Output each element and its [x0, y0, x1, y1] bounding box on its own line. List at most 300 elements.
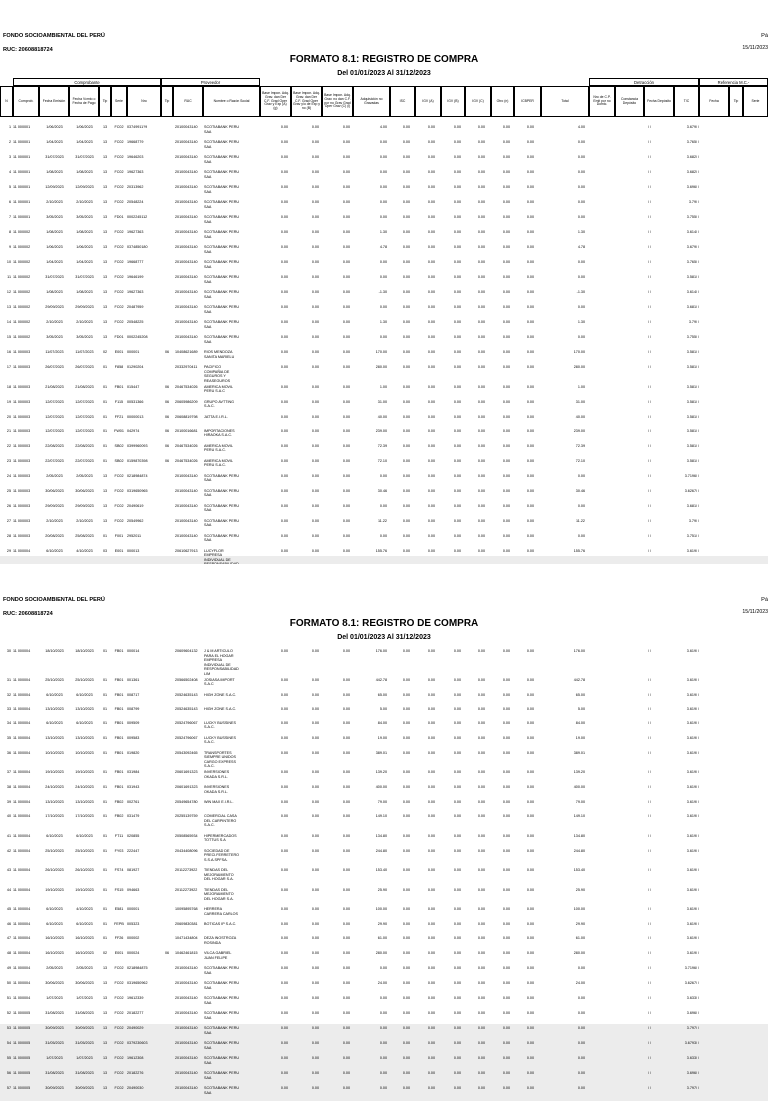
cell-ruc: 20467534026 [175, 384, 198, 389]
cell-ruc: 20609830381 [175, 922, 198, 926]
cell-serie: FB01 [114, 720, 124, 725]
cell-isc: 0.00 [402, 245, 410, 249]
cell-igv-b: 0.00 [453, 245, 461, 249]
cell-igv-c: 0.00 [477, 503, 485, 508]
cell-fecha-deposito: / / [648, 907, 652, 911]
cell-tc: 3.679 [686, 125, 696, 129]
cell-otro: 0.00 [502, 1086, 510, 1090]
cell-fecha-emision: 25/10/2023 [45, 848, 64, 853]
cell-no-gravadas: 19.00 [377, 735, 387, 740]
cell-igv-b: 0.00 [453, 1026, 461, 1030]
cell-icbper: 0.00 [526, 887, 534, 892]
cell-ruc: 20100043140 [175, 518, 198, 523]
table-row [0, 751, 768, 771]
cell-icbper: 0.00 [526, 185, 534, 189]
cell-n: 33 [6, 706, 11, 711]
cell-base1: 0.00 [280, 1056, 288, 1060]
table-row [0, 996, 768, 1011]
cell-base1: 0.00 [280, 1026, 288, 1030]
cell-fecha-emision: 16/10/2023 [45, 951, 64, 955]
cell-razon-social: SCOTIABANK PERU SAA [204, 155, 240, 164]
cell-ruc: 20100043140 [175, 1011, 198, 1015]
cell-serie: FC02 [114, 996, 124, 1000]
cell-tc: 3.682 [686, 155, 696, 159]
cell-tip: 01 [102, 458, 108, 463]
cell-isc: 0.00 [402, 706, 410, 711]
cell-fecha-emision: 16/10/2023 [45, 936, 64, 940]
cell-comprob: 11 000004 [13, 770, 31, 774]
cell-base1: 0.00 [280, 996, 288, 1000]
cell-nro: 001361 [127, 677, 140, 682]
cell-isc: 0.00 [402, 335, 410, 339]
cell-igv-b: 0.00 [453, 533, 461, 538]
cell-no-gravadas: 11.22 [378, 518, 387, 523]
cell-otro: 0.00 [502, 503, 510, 508]
cell-razon-social: AMERICA MOVIL PERU S.A.C. [204, 458, 233, 467]
cell-base2: 0.00 [311, 170, 319, 174]
cell-no-gravadas: 134.80 [375, 833, 387, 838]
cell-total: 0.00 [577, 1026, 585, 1030]
cell-n: 6 [8, 200, 11, 204]
cell-igv-b: 0.00 [453, 800, 461, 804]
cell-no-gravadas: 0.00 [379, 1071, 387, 1075]
cell-otro: 0.00 [502, 200, 510, 204]
cell-tc: 3.581 [686, 399, 696, 404]
cell-fecha-venc: 29/09/2023 [75, 305, 94, 309]
cell-tc: 3.619 [686, 770, 696, 774]
cell-igv-c: 0.00 [477, 1086, 485, 1090]
cell-comprob: 11 000001 [13, 170, 31, 174]
cell-base3: 0.00 [342, 981, 350, 985]
cell-igv-b: 0.00 [453, 951, 461, 955]
cell-fecha-venc: 6/10/2023 [76, 922, 93, 926]
cell-razon-social: SCOTIABANK PERU SAA [204, 518, 240, 527]
table-row [0, 335, 768, 350]
cell-nro: 094663 [127, 887, 140, 892]
table-row [0, 200, 768, 215]
cell-nro: 0399960093 [127, 443, 148, 448]
cell-base2: 0.00 [311, 1011, 319, 1015]
cell-fecha-deposito: / / [648, 706, 652, 711]
cell-base1: 0.00 [280, 887, 288, 892]
cell-ruc: 20549654780 [175, 800, 198, 804]
cell-base3: 0.00 [342, 320, 350, 324]
cell-no-gravadas: 30.46 [377, 488, 387, 493]
cell-prov-tip: 06 [164, 350, 170, 354]
cell-fecha-venc: 12/07/2023 [75, 428, 94, 433]
cell-igv-a: 0.00 [427, 833, 435, 838]
cell-icbper: 0.00 [526, 848, 534, 853]
cell-razon-social: AMERICA MOVIL PERU S.A.C [204, 384, 233, 393]
cell-igv-a: 0.00 [427, 290, 435, 294]
cell-fecha-deposito: / / [648, 868, 652, 872]
cell-tc: 3.619 [686, 649, 696, 653]
cell-ruc: 20112273922 [175, 887, 198, 892]
cell-razon-social: WIN MAX E.I.R.L. [204, 800, 234, 804]
cell-no-gravadas: -1.30 [378, 290, 387, 294]
cell-fecha-emision: 26/07/2023 [45, 365, 64, 369]
cell-comprob: 11 000003 [13, 503, 31, 508]
cell-total: 280.00 [573, 951, 585, 955]
cell-base3: 0.00 [342, 785, 350, 789]
cell-base3: 0.00 [342, 260, 350, 264]
cell-razon-social: SCOTIABANK PERU SAA [204, 488, 240, 497]
cell-base1: 0.00 [280, 966, 288, 970]
cell-igv-b: 0.00 [453, 735, 461, 740]
cell-ref-fecha: / / [696, 350, 700, 354]
cell-prov-tip: 06 [164, 384, 170, 389]
cell-tip: 13 [102, 245, 108, 249]
cell-icbper: 0.00 [526, 833, 534, 838]
cell-otro: 0.00 [502, 907, 510, 911]
cell-total: 65.00 [575, 692, 585, 697]
cell-nro: 0002245208 [127, 335, 148, 339]
cell-ruc: 20467534026 [175, 443, 198, 448]
cell-isc: 0.00 [402, 1071, 410, 1075]
cell-otro: 0.00 [502, 1041, 510, 1045]
cell-total: 170.00 [573, 350, 585, 354]
cell-base1: 0.00 [280, 230, 288, 234]
cell-igv-c: 0.00 [477, 735, 485, 740]
cell-tip: 01 [102, 887, 108, 892]
cell-igv-b: 0.00 [453, 503, 461, 508]
cell-igv-a: 0.00 [427, 887, 435, 892]
cell-ref-fecha: / / [696, 414, 700, 419]
cell-ref-fecha: / / [696, 185, 700, 189]
cell-base1: 0.00 [280, 155, 288, 159]
cell-tip: 01 [102, 800, 108, 804]
cell-icbper: 0.00 [526, 384, 534, 389]
cell-igv-c: 0.00 [477, 887, 485, 892]
cell-fecha-deposito: / / [648, 230, 652, 234]
cell-base3: 0.00 [342, 1041, 350, 1045]
cell-otro: 0.00 [502, 692, 510, 697]
cell-razon-social: SCOTIABANK PERU SAA [204, 996, 240, 1005]
cell-base2: 0.00 [311, 458, 319, 463]
cell-igv-a: 0.00 [427, 170, 435, 174]
cell-base3: 0.00 [342, 458, 350, 463]
cell-base3: 0.00 [342, 1056, 350, 1060]
cell-igv-c: 0.00 [477, 275, 485, 279]
cell-otro: 0.00 [502, 1011, 510, 1015]
print-date: 15/11/2023 [742, 45, 768, 51]
cell-base1: 0.00 [280, 350, 288, 354]
cell-base2: 0.00 [311, 414, 319, 419]
cell-nro: 081927 [127, 868, 140, 872]
cell-icbper: 0.00 [526, 414, 534, 419]
cell-icbper: 0.00 [526, 335, 534, 339]
cell-no-gravadas: 0.00 [379, 996, 387, 1000]
cell-n: 1 [8, 125, 11, 129]
cell-ruc: 20100043140 [175, 245, 198, 249]
cell-isc: 0.00 [402, 215, 410, 219]
cell-tip: 13 [102, 473, 108, 478]
cell-nro: 0159870398 [127, 458, 148, 463]
cell-isc: 0.00 [402, 473, 410, 478]
cell-serie: FB01 [114, 706, 124, 711]
cell-comprob: 11 000003 [13, 518, 31, 523]
cell-ref-fecha: / / [696, 518, 700, 523]
cell-base1: 0.00 [280, 706, 288, 711]
cell-serie: FC02 [114, 125, 124, 129]
cell-base2: 0.00 [311, 706, 319, 711]
cell-n: 40 [6, 814, 11, 818]
header-group-proveedor: Proveedor [161, 78, 260, 86]
cell-total: 0.00 [577, 305, 585, 309]
cell-otro: 0.00 [502, 922, 510, 926]
header-col-otro: Otro (n) [491, 86, 514, 117]
cell-razon-social: SCOTIABANK PERU SAA [204, 140, 240, 149]
cell-n: 13 [6, 305, 11, 309]
cell-fecha-emision: 6/10/2023 [46, 720, 63, 725]
cell-no-gravadas: 1.30 [379, 230, 387, 234]
cell-ruc: 20100043140 [175, 140, 198, 144]
cell-total: 0.00 [577, 185, 585, 189]
cell-fecha-emision: 1/04/2023 [46, 260, 63, 264]
cell-otro: 0.00 [502, 260, 510, 264]
cell-fecha-emision: 25/10/2023 [45, 677, 64, 682]
cell-fecha-venc: 16/10/2023 [75, 951, 94, 955]
report-period: Del 01/01/2023 Al 31/12/2023 [337, 70, 431, 77]
cell-fecha-deposito: / / [648, 335, 652, 339]
cell-serie: FD01 [114, 215, 124, 219]
cell-igv-b: 0.00 [453, 814, 461, 818]
cell-base2: 0.00 [311, 215, 319, 219]
cell-igv-b: 0.00 [453, 1071, 461, 1075]
cell-base1: 0.00 [280, 677, 288, 682]
cell-n: 28 [6, 533, 11, 538]
cell-no-gravadas: 155.76 [375, 548, 387, 553]
cell-base1: 0.00 [280, 1071, 288, 1075]
cell-base2: 0.00 [311, 488, 319, 493]
cell-otro: 0.00 [502, 384, 510, 389]
cell-n: 46 [6, 922, 11, 926]
cell-nro: 031479 [127, 814, 140, 818]
cell-tip: 01 [102, 735, 108, 740]
cell-comprob: 11 000005 [13, 1056, 31, 1060]
cell-total: 0.00 [577, 996, 585, 1000]
cell-n: 9 [8, 245, 11, 249]
cell-igv-c: 0.00 [477, 335, 485, 339]
cell-razon-social: LUCKY BUSSINES S.A.C. [204, 720, 236, 729]
cell-ref-fecha: / / [696, 473, 700, 478]
cell-total: 0.00 [577, 473, 585, 478]
cell-base2: 0.00 [311, 750, 319, 755]
cell-base1: 0.00 [280, 907, 288, 911]
cell-fecha-emision: 2/05/2023 [46, 966, 63, 970]
cell-fecha-venc: 4/10/2023 [76, 548, 93, 553]
page-label: Pá [761, 33, 768, 39]
cell-ruc: 20332970411 [175, 365, 198, 369]
cell-base1: 0.00 [280, 868, 288, 872]
cell-isc: 0.00 [402, 868, 410, 872]
cell-isc: 0.00 [402, 503, 410, 508]
cell-tip: 01 [102, 365, 108, 369]
cell-serie: E581 [114, 907, 124, 911]
cell-serie: FC02 [114, 275, 124, 279]
cell-fecha-deposito: / / [648, 488, 652, 493]
cell-igv-a: 0.00 [427, 868, 435, 872]
cell-serie: FC02 [114, 503, 124, 508]
header-col-serie: Serie [111, 86, 127, 117]
cell-serie: FC02 [114, 1086, 124, 1090]
cell-total: 61.00 [575, 936, 585, 940]
cell-no-gravadas: 170.00 [375, 350, 387, 354]
cell-base3: 0.00 [342, 384, 350, 389]
cell-fecha-deposito: / / [648, 981, 652, 985]
cell-ruc: 20434408096 [175, 848, 198, 853]
cell-tip: 01 [102, 785, 108, 789]
cell-otro: 0.00 [502, 290, 510, 294]
cell-icbper: 0.00 [526, 922, 534, 926]
cell-base2: 0.00 [311, 649, 319, 653]
cell-fecha-emision: 18/10/2023 [45, 649, 64, 653]
table-row [0, 834, 768, 849]
cell-comprob: 11 000002 [13, 290, 31, 294]
cell-fecha-venc: 12/09/2023 [75, 185, 94, 189]
cell-icbper: 0.00 [526, 215, 534, 219]
cell-serie: FC02 [114, 305, 124, 309]
cell-icbper: 0.00 [526, 518, 534, 523]
cell-fecha-deposito: / / [648, 245, 652, 249]
table-row [0, 474, 768, 489]
cell-tc: 3.619 [686, 720, 696, 725]
cell-base1: 0.00 [280, 260, 288, 264]
cell-razon-social: INVERSIONES OKADA S.R.L. [204, 770, 230, 779]
cell-comprob: 11 000004 [13, 966, 31, 970]
cell-isc: 0.00 [402, 399, 410, 404]
cell-base3: 0.00 [342, 907, 350, 911]
table-row [0, 489, 768, 504]
cell-igv-a: 0.00 [427, 907, 435, 911]
table-row [0, 275, 768, 290]
cell-n: 15 [6, 335, 11, 339]
cell-tc: 3.797 [686, 1086, 696, 1090]
cell-base2: 0.00 [311, 155, 319, 159]
cell-fecha-deposito: / / [648, 155, 652, 159]
cell-nro: 00531366 [127, 399, 144, 404]
cell-igv-c: 0.00 [477, 966, 485, 970]
cell-ref-fecha: / / [696, 887, 700, 892]
cell-fecha-venc: 10/10/2023 [75, 750, 94, 755]
cell-fecha-emision: 6/10/2023 [46, 922, 63, 926]
cell-igv-b: 0.00 [453, 275, 461, 279]
cell-comprob: 11 000005 [13, 1086, 31, 1090]
cell-igv-b: 0.00 [453, 785, 461, 789]
cell-comprob: 11 000003 [13, 350, 31, 354]
cell-tip: 13 [102, 518, 108, 523]
cell-base3: 0.00 [342, 936, 350, 940]
cell-tip: 13 [102, 1026, 108, 1030]
cell-otro: 0.00 [502, 414, 510, 419]
cell-igv-b: 0.00 [453, 320, 461, 324]
cell-total: 0.00 [577, 1041, 585, 1045]
cell-fecha-emision: 31/07/2023 [45, 155, 64, 159]
cell-razon-social: LUCYFLOR EMPRESA INDIVIDUAL DE [204, 548, 231, 562]
cell-n: 22 [6, 443, 11, 448]
cell-icbper: 0.00 [526, 443, 534, 448]
cell-igv-c: 0.00 [477, 907, 485, 911]
cell-comprob: 11 000005 [13, 1011, 31, 1015]
cell-base2: 0.00 [311, 260, 319, 264]
cell-ruc: 10471434804 [175, 936, 198, 940]
cell-fecha-emision: 12/07/2023 [45, 428, 64, 433]
cell-icbper: 0.00 [526, 735, 534, 740]
cell-fecha-emision: 1/07/2023 [46, 1056, 63, 1060]
cell-fecha-deposito: / / [648, 833, 652, 838]
cell-nro: 20182276 [127, 1071, 144, 1075]
cell-igv-c: 0.00 [477, 649, 485, 653]
cell-comprob: 11 000004 [13, 951, 31, 955]
cell-tip: 01 [102, 399, 108, 404]
cell-isc: 0.00 [402, 649, 410, 653]
cell-no-gravadas: 0.00 [379, 140, 387, 144]
cell-icbper: 0.00 [526, 936, 534, 940]
cell-tip: 13 [102, 1086, 108, 1090]
cell-igv-c: 0.00 [477, 200, 485, 204]
cell-fecha-venc: 31/05/2023 [75, 1041, 94, 1045]
cell-tip: 13 [102, 1071, 108, 1075]
cell-ruc: 20100043140 [175, 170, 198, 174]
cell-isc: 0.00 [402, 125, 410, 129]
cell-base2: 0.00 [311, 1026, 319, 1030]
cell-igv-a: 0.00 [427, 750, 435, 755]
cell-serie: FB01 [114, 384, 124, 389]
cell-isc: 0.00 [402, 1086, 410, 1090]
cell-fecha-venc: 19/10/2023 [75, 770, 94, 774]
cell-otro: 0.00 [502, 140, 510, 144]
cell-igv-b: 0.00 [453, 922, 461, 926]
cell-otro: 0.00 [502, 785, 510, 789]
cell-comprob: 11 000001 [13, 200, 31, 204]
table-row [0, 429, 768, 444]
cell-nro: 019820 [127, 750, 140, 755]
cell-total: 19.00 [575, 735, 585, 740]
cell-ref-fecha: / / [696, 868, 700, 872]
cell-base3: 0.00 [342, 140, 350, 144]
cell-base2: 0.00 [311, 887, 319, 892]
cell-ref-fecha: / / [696, 155, 700, 159]
cell-razon-social: JOSIASA IMPORT S.A.C [204, 677, 235, 686]
cell-base3: 0.00 [342, 720, 350, 725]
cell-tc: 3.79 [688, 200, 696, 204]
cell-ruc: 20100043140 [175, 155, 198, 159]
cell-prov-tip: 06 [164, 399, 170, 404]
cell-igv-a: 0.00 [427, 125, 435, 129]
cell-tip: 01 [102, 770, 108, 774]
cell-igv-c: 0.00 [477, 140, 485, 144]
cell-otro: 0.00 [502, 677, 510, 682]
cell-nro: 008799 [127, 706, 140, 711]
cell-isc: 0.00 [402, 290, 410, 294]
cell-fecha-venc: 2/10/2023 [76, 518, 93, 523]
cell-serie: FC02 [114, 320, 124, 324]
cell-tip: 13 [102, 140, 108, 144]
cell-no-gravadas: 4.00 [379, 125, 387, 129]
print-date: 15/11/2023 [742, 609, 768, 615]
cell-isc: 0.00 [402, 305, 410, 309]
cell-tip: 01 [102, 922, 108, 926]
cell-base3: 0.00 [342, 922, 350, 926]
cell-base1: 0.00 [280, 785, 288, 789]
table-row [0, 707, 768, 721]
cell-serie: E001 [114, 951, 124, 955]
table-row [0, 245, 768, 260]
cell-tip: 01 [102, 384, 108, 389]
cell-igv-a: 0.00 [427, 428, 435, 433]
cell-base2: 0.00 [311, 848, 319, 853]
cell-base3: 0.00 [342, 350, 350, 354]
